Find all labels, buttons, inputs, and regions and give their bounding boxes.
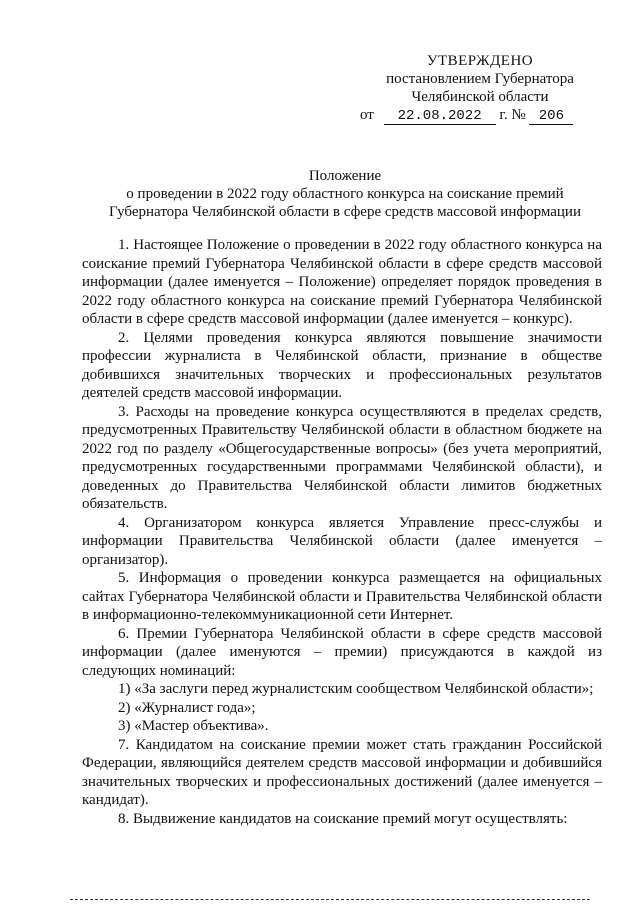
nomination-1: 1) «За заслуги перед журналистским сообществом Челябинской области»;: [118, 681, 594, 697]
paragraph-4: 4. Организатором конкурса является Управление пресс-службы и информации Правительства Челябинской области (далее именуется – организатор).: [82, 514, 602, 568]
year-number-label: г. №: [499, 107, 526, 123]
paragraph-5: 5. Информация о проведении конкурса размещается на официальных сайтах Губернатора Челябинской области и Правительства Челябинской области в информационно-телекоммуникационной сети Интернет.: [82, 570, 602, 623]
approval-line-2: Челябинской области: [411, 89, 549, 105]
decree-number: 206: [529, 108, 573, 125]
paragraph-3: 3. Расходы на проведение конкурса осуществляются в пределах средств, предусмотренных Правительству Челябинской области в областном бюджете на 2022 год по разделу «Общегосударственные вопросы» (без учета мероприятий, предусмотренных государственными программами Челябинской области), и доведенных до Правительства Челябинской области лимитов бюджетных обязательств.: [82, 403, 602, 512]
approval-date-line: [360, 106, 600, 125]
decree-date: 22.08.2022: [384, 108, 496, 125]
approval-block: [360, 52, 600, 125]
heading-line-2: о проведении в 2022 году областного конкурса на соискание премий: [126, 186, 564, 202]
approval-line-1: постановлением Губернатора: [386, 71, 574, 87]
approval-title: УТВЕРЖДЕНО: [426, 53, 534, 69]
document-heading: [80, 167, 610, 221]
nomination-2: 2) «Журналист года»;: [118, 699, 256, 716]
paragraph-2: 2. Целями проведения конкурса являются повышение значимости профессии журналиста в Челябинской области, признание в обществе добившихся значительных творческих и профессиональных результатов деятелей средств массовой информации.: [82, 329, 602, 401]
nomination-3: 3) «Мастер объектива».: [118, 718, 269, 734]
from-label: от: [360, 107, 374, 123]
heading-line-3: Губернатора Челябинской области в сфере средств массовой информации: [109, 204, 581, 220]
heading-line-1: Положение: [308, 168, 382, 184]
paragraph-8: 8. Выдвижение кандидатов на соискание премий могут осуществлять:: [118, 810, 568, 827]
document-body: [82, 236, 602, 828]
paragraph-6: 6. Премии Губернатора Челябинской области в сфере средств массовой информации (далее именуются – премии) присуждаются в каждой из следующих номинаций:: [82, 625, 602, 679]
paragraph-1: 1. Настоящее Положение о проведении в 2022 году областного конкурса на соискание премий Губернатора Челябинской области в сфере средств массовой информации (далее именуется – Положение) определяет порядок проведения в 2022 году областного конкурса на соискание премий Губернатора Челябинской области в сфере средств массовой информации (далее именуется – конкурс).: [82, 237, 602, 327]
paragraph-7: 7. Кандидатом на соискание премии может стать гражданин Российской Федерации, являющийся деятелем средств массовой информации и добившийся значительных творческих и профессиональных достижений (далее именуется – кандидат).: [82, 736, 602, 808]
page-bottom-divider: [70, 899, 590, 900]
